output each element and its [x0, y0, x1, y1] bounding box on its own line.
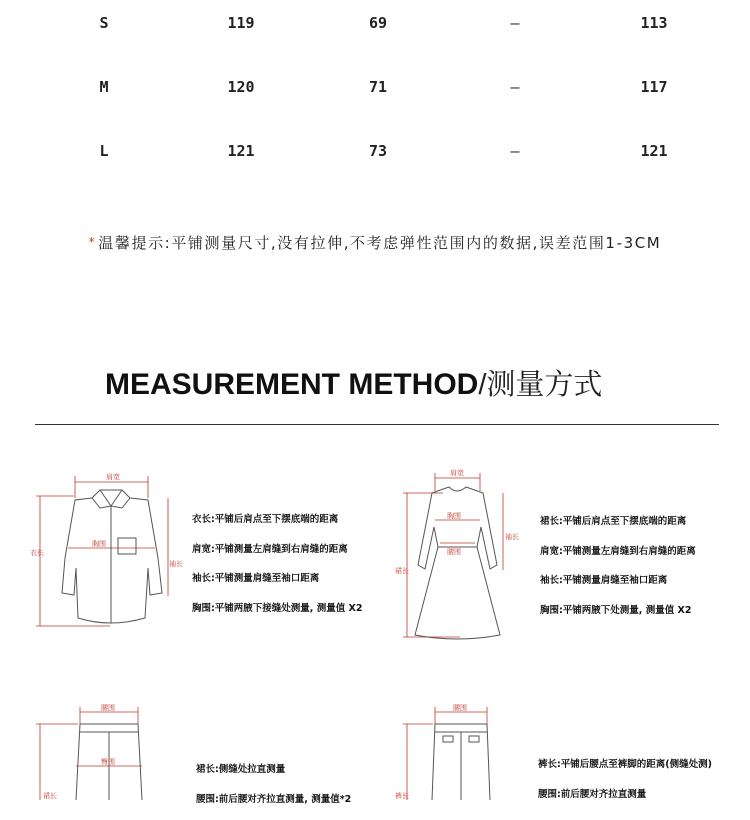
- dress-description: 肩宽:平铺测量左肩缝到右肩缝的距离: [540, 543, 696, 573]
- shirt-descriptions: [192, 511, 362, 629]
- value-cell: –: [510, 142, 519, 160]
- shirt-shoulder-label: 肩宽: [106, 472, 120, 481]
- value-cell: 121: [227, 142, 254, 160]
- value-cell: 120: [227, 78, 254, 96]
- value-cell: 69: [369, 14, 387, 32]
- dress-length-label: 裙长: [395, 566, 409, 575]
- table-row: [0, 14, 750, 44]
- pants-diagram: [395, 702, 515, 800]
- size-cell: L: [99, 142, 108, 160]
- shirt-sleeve-label: 袖长: [169, 559, 183, 568]
- shirt-length-label: 衣长: [30, 548, 44, 557]
- shirt-description: 胸围:平铺两腋下接缝处测量, 测量值 X2: [192, 600, 362, 630]
- skirt-length-label: 裙长: [43, 791, 57, 800]
- shirt-description: 衣长:平铺后肩点至下摆底端的距离: [192, 511, 362, 541]
- asterisk-icon: *: [89, 235, 97, 249]
- skirt-diagram: [30, 702, 170, 800]
- value-cell: 119: [227, 14, 254, 32]
- value-cell: –: [510, 14, 519, 32]
- shirt-description: 袖长:平铺测量肩缝至袖口距离: [192, 570, 362, 600]
- section-title-cn: /测量方式: [478, 369, 602, 401]
- dress-description: 胸围:平铺两腋下处测量, 测量值 X2: [540, 602, 696, 632]
- size-cell: S: [99, 14, 108, 32]
- table-row: [0, 142, 750, 172]
- shirt-description: 肩宽:平铺测量左肩缝到右肩缝的距离: [192, 541, 362, 571]
- value-cell: 71: [369, 78, 387, 96]
- dress-shoulder-label: 肩宽: [450, 468, 464, 477]
- value-cell: 117: [640, 78, 667, 96]
- skirt-hip-label: 臀围: [101, 757, 115, 766]
- pants-description: 腰围:前后腰对齐拉直测量: [538, 786, 712, 816]
- tip-text: 温馨提示:平铺测量尺寸,没有拉伸,不考虑弹性范围内的数据,误差范围1-3CM: [98, 234, 661, 252]
- value-cell: 73: [369, 142, 387, 160]
- pants-waist-label: 腰围: [453, 703, 467, 712]
- skirt-description: 腰围:前后腰对齐拉直测量, 测量值*2: [196, 791, 351, 820]
- shirt-diagram: [30, 468, 190, 633]
- dress-sleeve-label: 袖长: [505, 532, 519, 541]
- dress-descriptions: [540, 513, 696, 631]
- pants-description: 裤长:平铺后腰点至裤脚的距离(侧缝处测): [538, 756, 712, 786]
- section-title: [105, 362, 602, 403]
- dress-description: 裙长:平铺后肩点至下摆底端的距离: [540, 513, 696, 543]
- skirt-descriptions: [196, 761, 351, 820]
- pants-length-label: 裤长: [395, 791, 409, 800]
- pants-descriptions: [538, 756, 712, 815]
- dress-waist-label: 腰围: [447, 547, 461, 556]
- value-cell: 121: [640, 142, 667, 160]
- value-cell: –: [510, 78, 519, 96]
- shirt-chest-label: 胸围: [92, 539, 106, 548]
- skirt-description: 裙长:侧缝处拉直测量: [196, 761, 351, 791]
- table-row: [0, 78, 750, 108]
- dress-diagram: [395, 465, 525, 645]
- section-title-en: MEASUREMENT METHOD: [105, 368, 478, 401]
- skirt-waist-label: 腰围: [101, 703, 115, 712]
- divider: [35, 424, 719, 425]
- measurement-tip: [0, 232, 750, 253]
- dress-description: 袖长:平铺测量肩缝至袖口距离: [540, 572, 696, 602]
- value-cell: 113: [640, 14, 667, 32]
- dress-chest-label: 胸围: [447, 511, 461, 520]
- size-cell: M: [99, 78, 108, 96]
